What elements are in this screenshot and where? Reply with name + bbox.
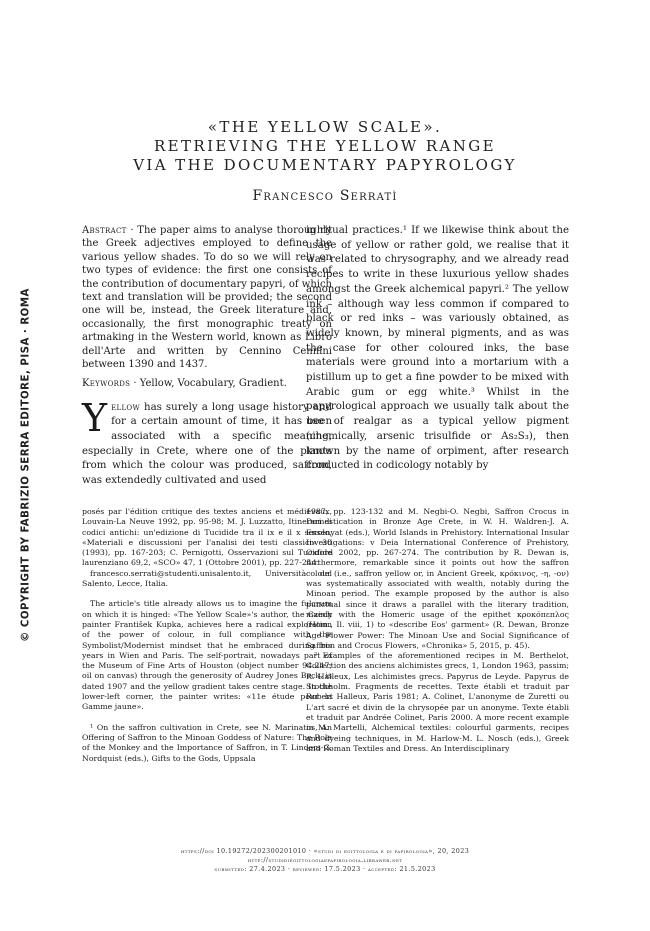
right-column-text: in ritual practices.¹ If we likewise think about the usage of yellow or rather gold, we realise that it was related to chrysography, and we already read recipes to write in these luxurious yellow shades amongst the Greek alchemical papyri.² The yellow ink – although way less common if compared to black or red inks – was variously obtained, as widely known, by mineral pigments, and as was the case for other coloured inks, the base materials were ground into a mortarium with a pistillum up to get a fine powder to be mixed with Arabic gum or egg white.³ Whilst in the papyrological approach we usually talk about the use of realgar as a typical yellow pigment (chemically, arsenic trisulfide or As₂S₃), then known by the name of orpiment, after research conducted in codicology notably by	[306, 225, 569, 472]
copyright-text: © COPYRIGHT BY FABRIZIO SERRA EDITORE, PISA · ROMA	[20, 288, 32, 642]
author-name: Francesco Serratì	[252, 188, 398, 204]
footnote-continuation: posés par l'édition critique des textes anciens et médiévaux, Louvain-La Neuve 1992, pp. 95-98; M. J. Luzzatto, Itinerari di codici antichi: un'edizione di Tucidide tra il ix e il x secolo, «Materiali e discussioni per l'analisi dei testi classici» 30 (1993), pp. 167-203; C. Pernigotti, Osservazioni sul Tucidide laurenziano 69,2, «SCO» 47, 1 (Ottobre 2001), pp. 227-244.	[82, 507, 332, 568]
body-paragraph	[82, 395, 332, 489]
body-text: has surely a long usage history and for a certain amount of time, it has been associated with a specific meaning, especially in Crete, where one of the plants from which the colour was produced, saffron, was extendedly cultivated and used	[82, 401, 332, 486]
drop-cap: Y	[82, 395, 108, 440]
footer-doi: https://doi 10.19272/202300201010 · «studi di egittologia e di papirologia», 20, 2023	[180, 847, 470, 855]
author-email: francesco.serrati@studenti.unisalento.it, Università del Salento, Lecce, Italia.	[82, 568, 332, 589]
keywords-text: · Yellow, Vocabulary, Gradient.	[130, 378, 287, 390]
article-title	[0, 118, 650, 175]
footer-url: http://studidiegittologiaepapirologia.libraweb.net	[247, 856, 403, 864]
title-note: The article's title already allows us to imagine the fulcrum on which it is hinged: «The Yellow Scale»'s author, the Czech painter František Kupka, achieves here a radical exploration of the power of colour, in full compliance with the Symbolist/Modernist mindset that he embraced during his years in Wien and Paris. The self-portrait, nowadays part of the Museum of Fine Arts of Houston (object number 94.247; oil on canvas) through the generosity of Audrey Jones Beck, is dated 1907 and the yellow gradient takes centre stage. In the lower-left corner, the painter writes: «11e étude pour la Gamme jaune».	[82, 599, 332, 712]
footnotes-right	[306, 507, 569, 754]
footnote-2: ² Examples of the aforementioned recipes in M. Berthelot, Collection des anciens alchimistes grecs, 1, London 1963, passim; R. Halleux, Les alchimistes grecs. Papyrus de Leyde. Papyrus de Stockholm. Fragments de recettes. Texte établi et traduit par Robert Halleux, Paris 1981; A. Colinet, L'anonyme de Zuretti ou L'art sacré et divin de la chrysopée par un anonyme. Texte établi et traduit par Andrée Colinet, Paris 2000. A more recent example in M. Martelli, Alchemical textiles: colourful garments, recipes and dyeing techniques, in M. Harlow-M. L. Nosch (eds.), Greek and Roman Textiles and Dress. An Interdisciplinary	[306, 651, 569, 753]
right-column	[306, 224, 569, 474]
footnote-1: ¹ On the saffron cultivation in Crete, see N. Marinatos, An Offering of Saffron to the Minoan Goddess of Nature: The Role of the Monkey and the Importance of Saffron, in T. Linders-G. Nordquist (eds.), Gifts to the Gods, Uppsala	[82, 722, 332, 763]
body-smallcaps: ellow	[111, 401, 140, 413]
footnotes-left	[82, 507, 332, 764]
footnote-1-continuation: 1987, pp. 123-132 and M. Negbi-O. Negbi, Saffron Crocus in Domestication in Bronze Age Crete, in W. H. Waldren-J. A. Ensenyat (eds.), World Islands in Prehistory. International Insular Investigations: v Deia International Conference of Prehistory, Oxford 2002, pp. 267-274. The contribution by R. Dewan is, furthermore, remarkable since it points out how the saffron colour (i.e., saffron yellow or, in Ancient Greek, κρόκινος, -η, -ον) was systematically associated with wealth, notably during the Minoan period. The example proposed by the author is also punctual since it draws a parallel with the literary tradition, mainly with the Homeric usage of the epithet κροκόπεπλος (Hom., Il. viii, 1) to «describe Eos' garment» (R. Dewan, Bronze Age Flower Power: The Minoan Use and Social Significance of Saffron and Crocus Flowers, «Chronika» 5, 2015, p. 45).	[306, 507, 569, 650]
abstract-text: · The paper aims to analyse thoroughly the Greek adjectives employed to define the various yellow shades. To do so we will rely on two types of evidence: the first one consists of the contribution of documentary papyri, of which text and translation will be provided; the second one will be, instead, the Greek literature and, occasionally, the first monographic treaty on artmaking in the Western world, known as Libro dell'Arte and written by Cennino Cennini between 1390 and 1437.	[82, 225, 332, 371]
abstract	[82, 224, 332, 371]
abstract-label: Abstract	[82, 225, 127, 236]
left-column	[82, 224, 332, 488]
title-line-2: RETRIEVING THE YELLOW RANGE	[153, 137, 497, 155]
title-line-1: «THE YELLOW SCALE».	[207, 118, 443, 136]
title-line-3: VIA THE DOCUMENTARY PAPYROLOGY	[133, 156, 517, 174]
keywords	[82, 377, 332, 390]
footer-dates: submitted: 27.4.2023 · reviewed: 17.5.2023 · accepted: 21.5.2023	[214, 865, 436, 873]
page-footer	[0, 847, 650, 874]
keywords-label: Keywords	[82, 378, 131, 390]
